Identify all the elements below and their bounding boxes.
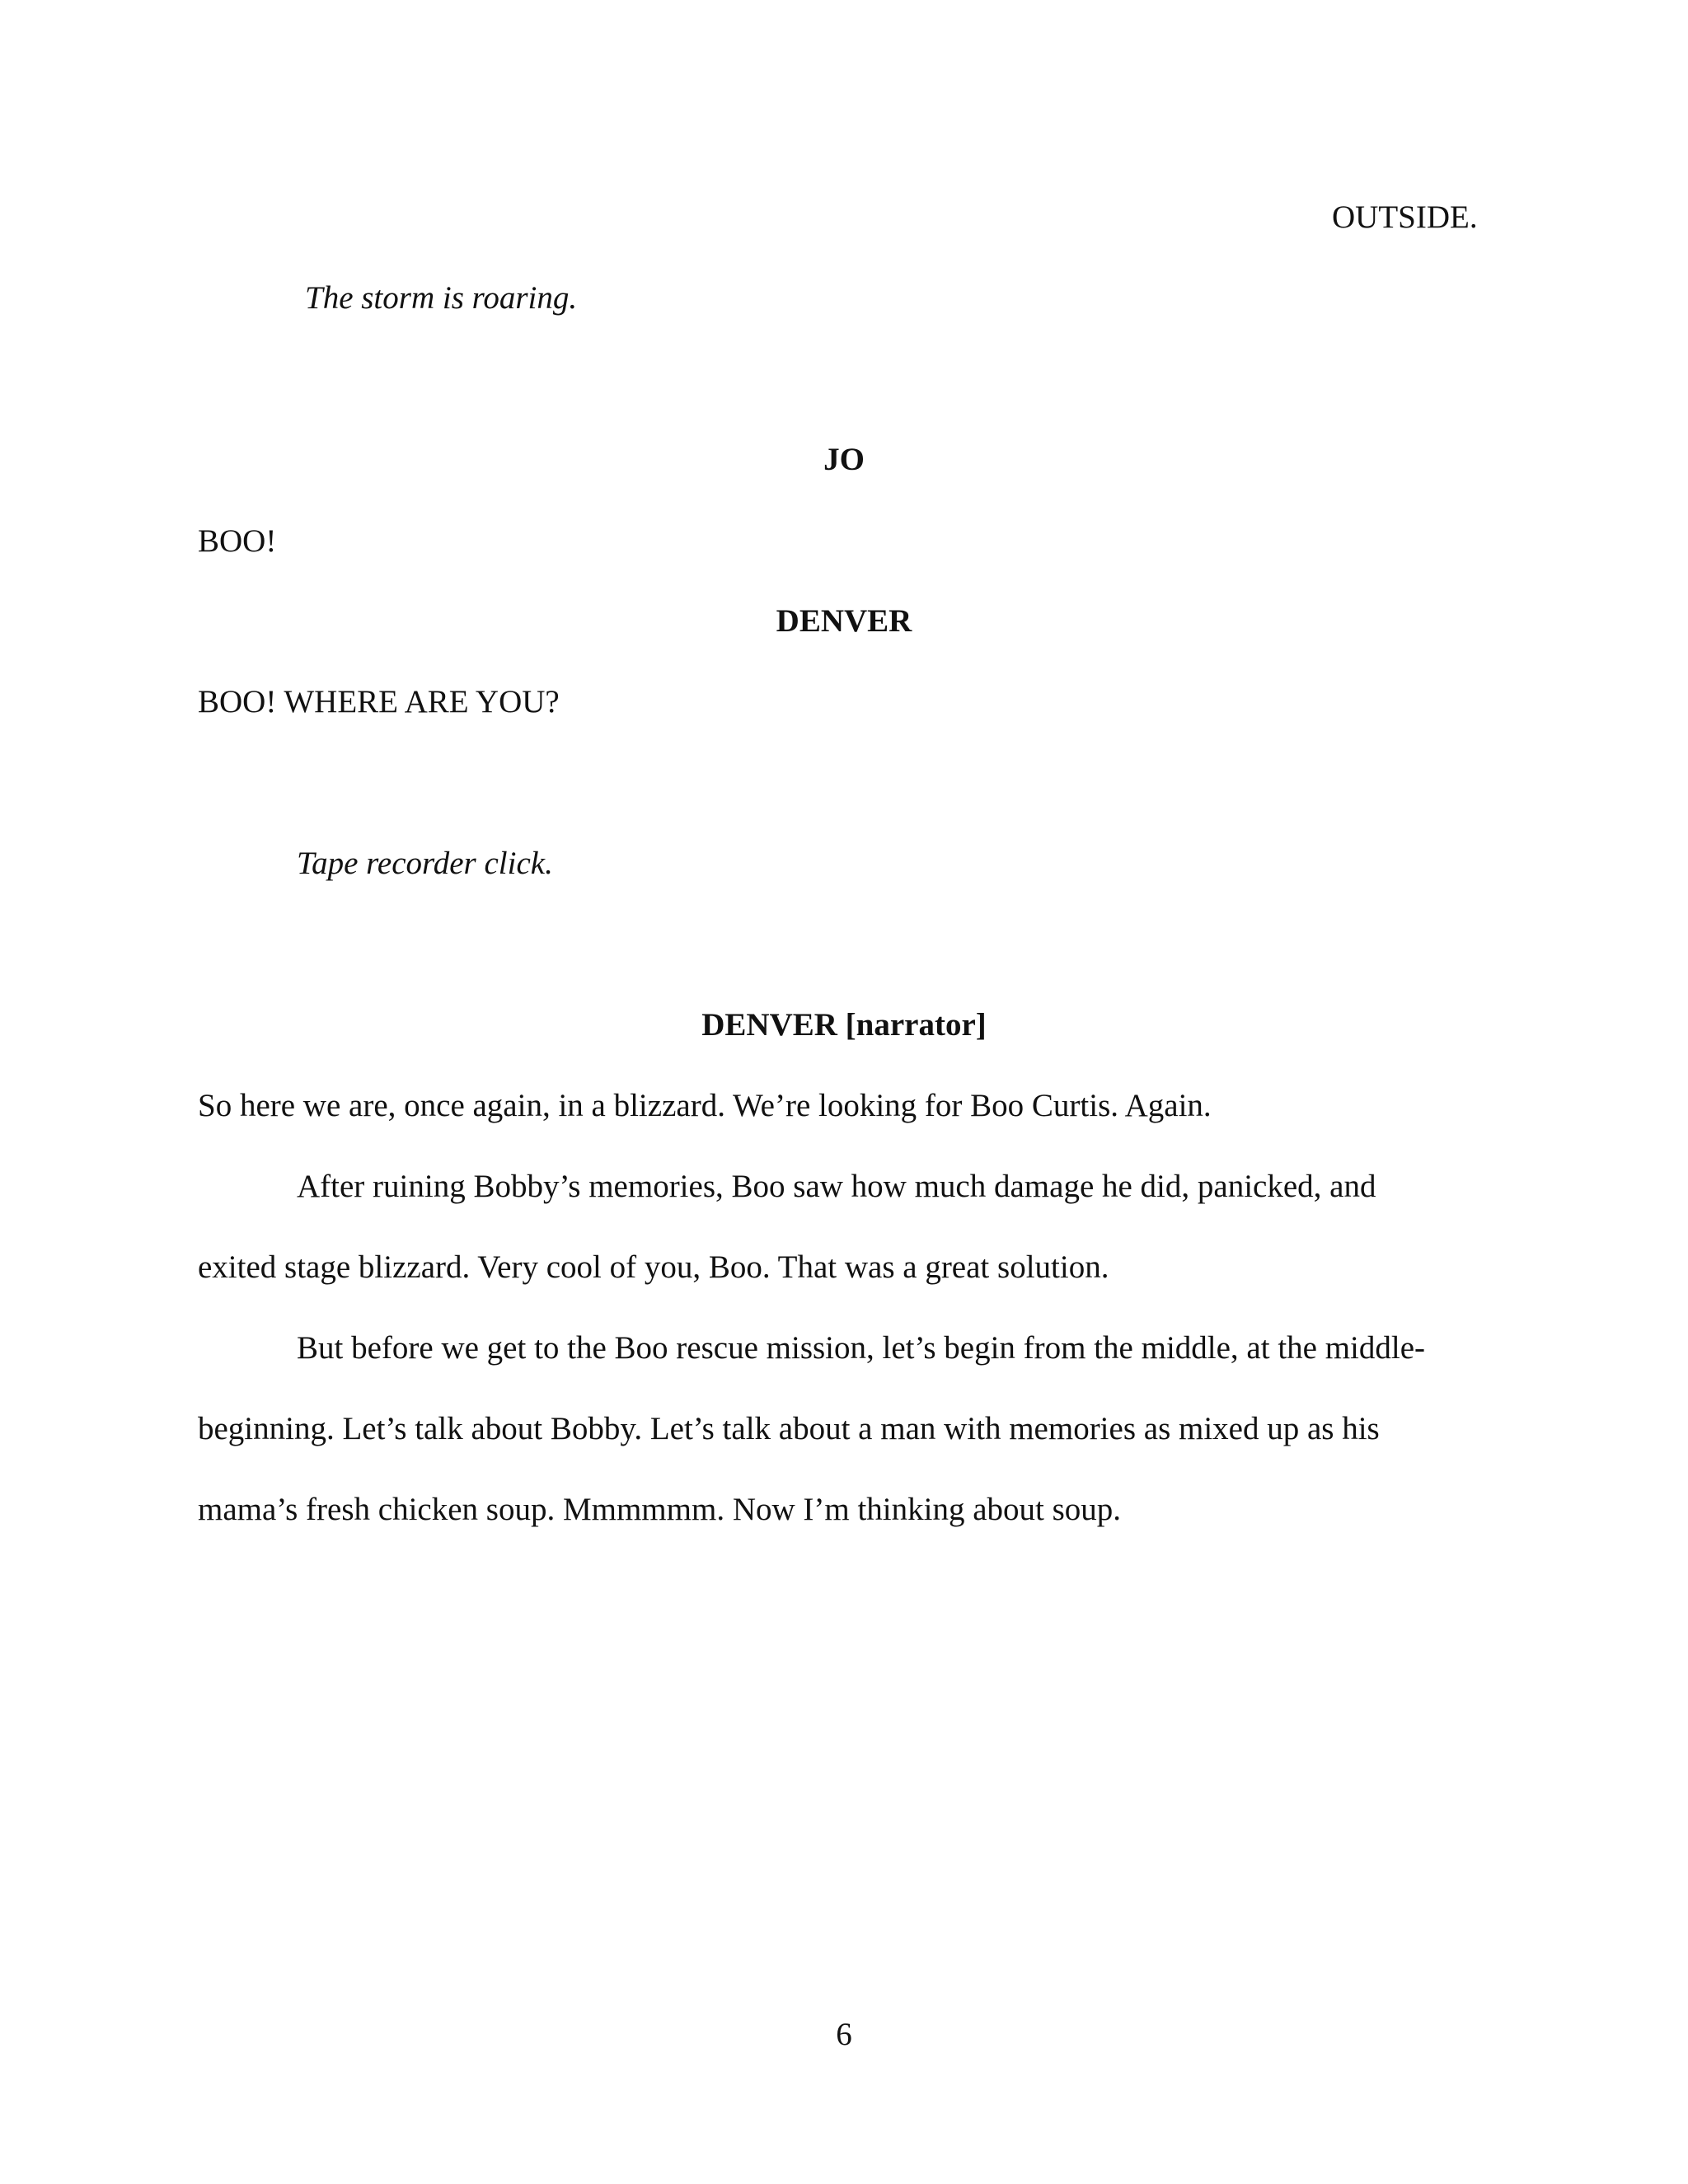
stage-direction: Tape recorder click. xyxy=(297,846,553,881)
character-name: DENVER [narrator] xyxy=(701,1007,987,1043)
narration-line: exited stage blizzard. Very cool of you, Boo. That was a great solution. xyxy=(198,1249,1109,1285)
scene-transition: OUTSIDE. xyxy=(1332,199,1478,235)
stage-direction: The storm is roaring. xyxy=(305,280,578,316)
page-number: 6 xyxy=(836,2017,852,2052)
dialogue: BOO! xyxy=(198,523,277,559)
character-name: DENVER xyxy=(776,603,912,639)
narration-line: So here we are, once again, in a blizzard. We’re looking for Boo Curtis. Again. xyxy=(198,1088,1212,1123)
dialogue: BOO! WHERE ARE YOU? xyxy=(198,684,560,719)
narration-line: But before we get to the Boo rescue mission, let’s begin from the middle, at the middle- xyxy=(297,1330,1426,1366)
narration-line: beginning. Let’s talk about Bobby. Let’s talk about a man with memories as mixed up as his xyxy=(198,1411,1380,1446)
narration-line: After ruining Bobby’s memories, Boo saw how much damage he did, panicked, and xyxy=(297,1169,1376,1204)
character-name: JO xyxy=(823,442,865,477)
narration-line: mama’s fresh chicken soup. Mmmmmm. Now I’m thinking about soup. xyxy=(198,1492,1122,1527)
